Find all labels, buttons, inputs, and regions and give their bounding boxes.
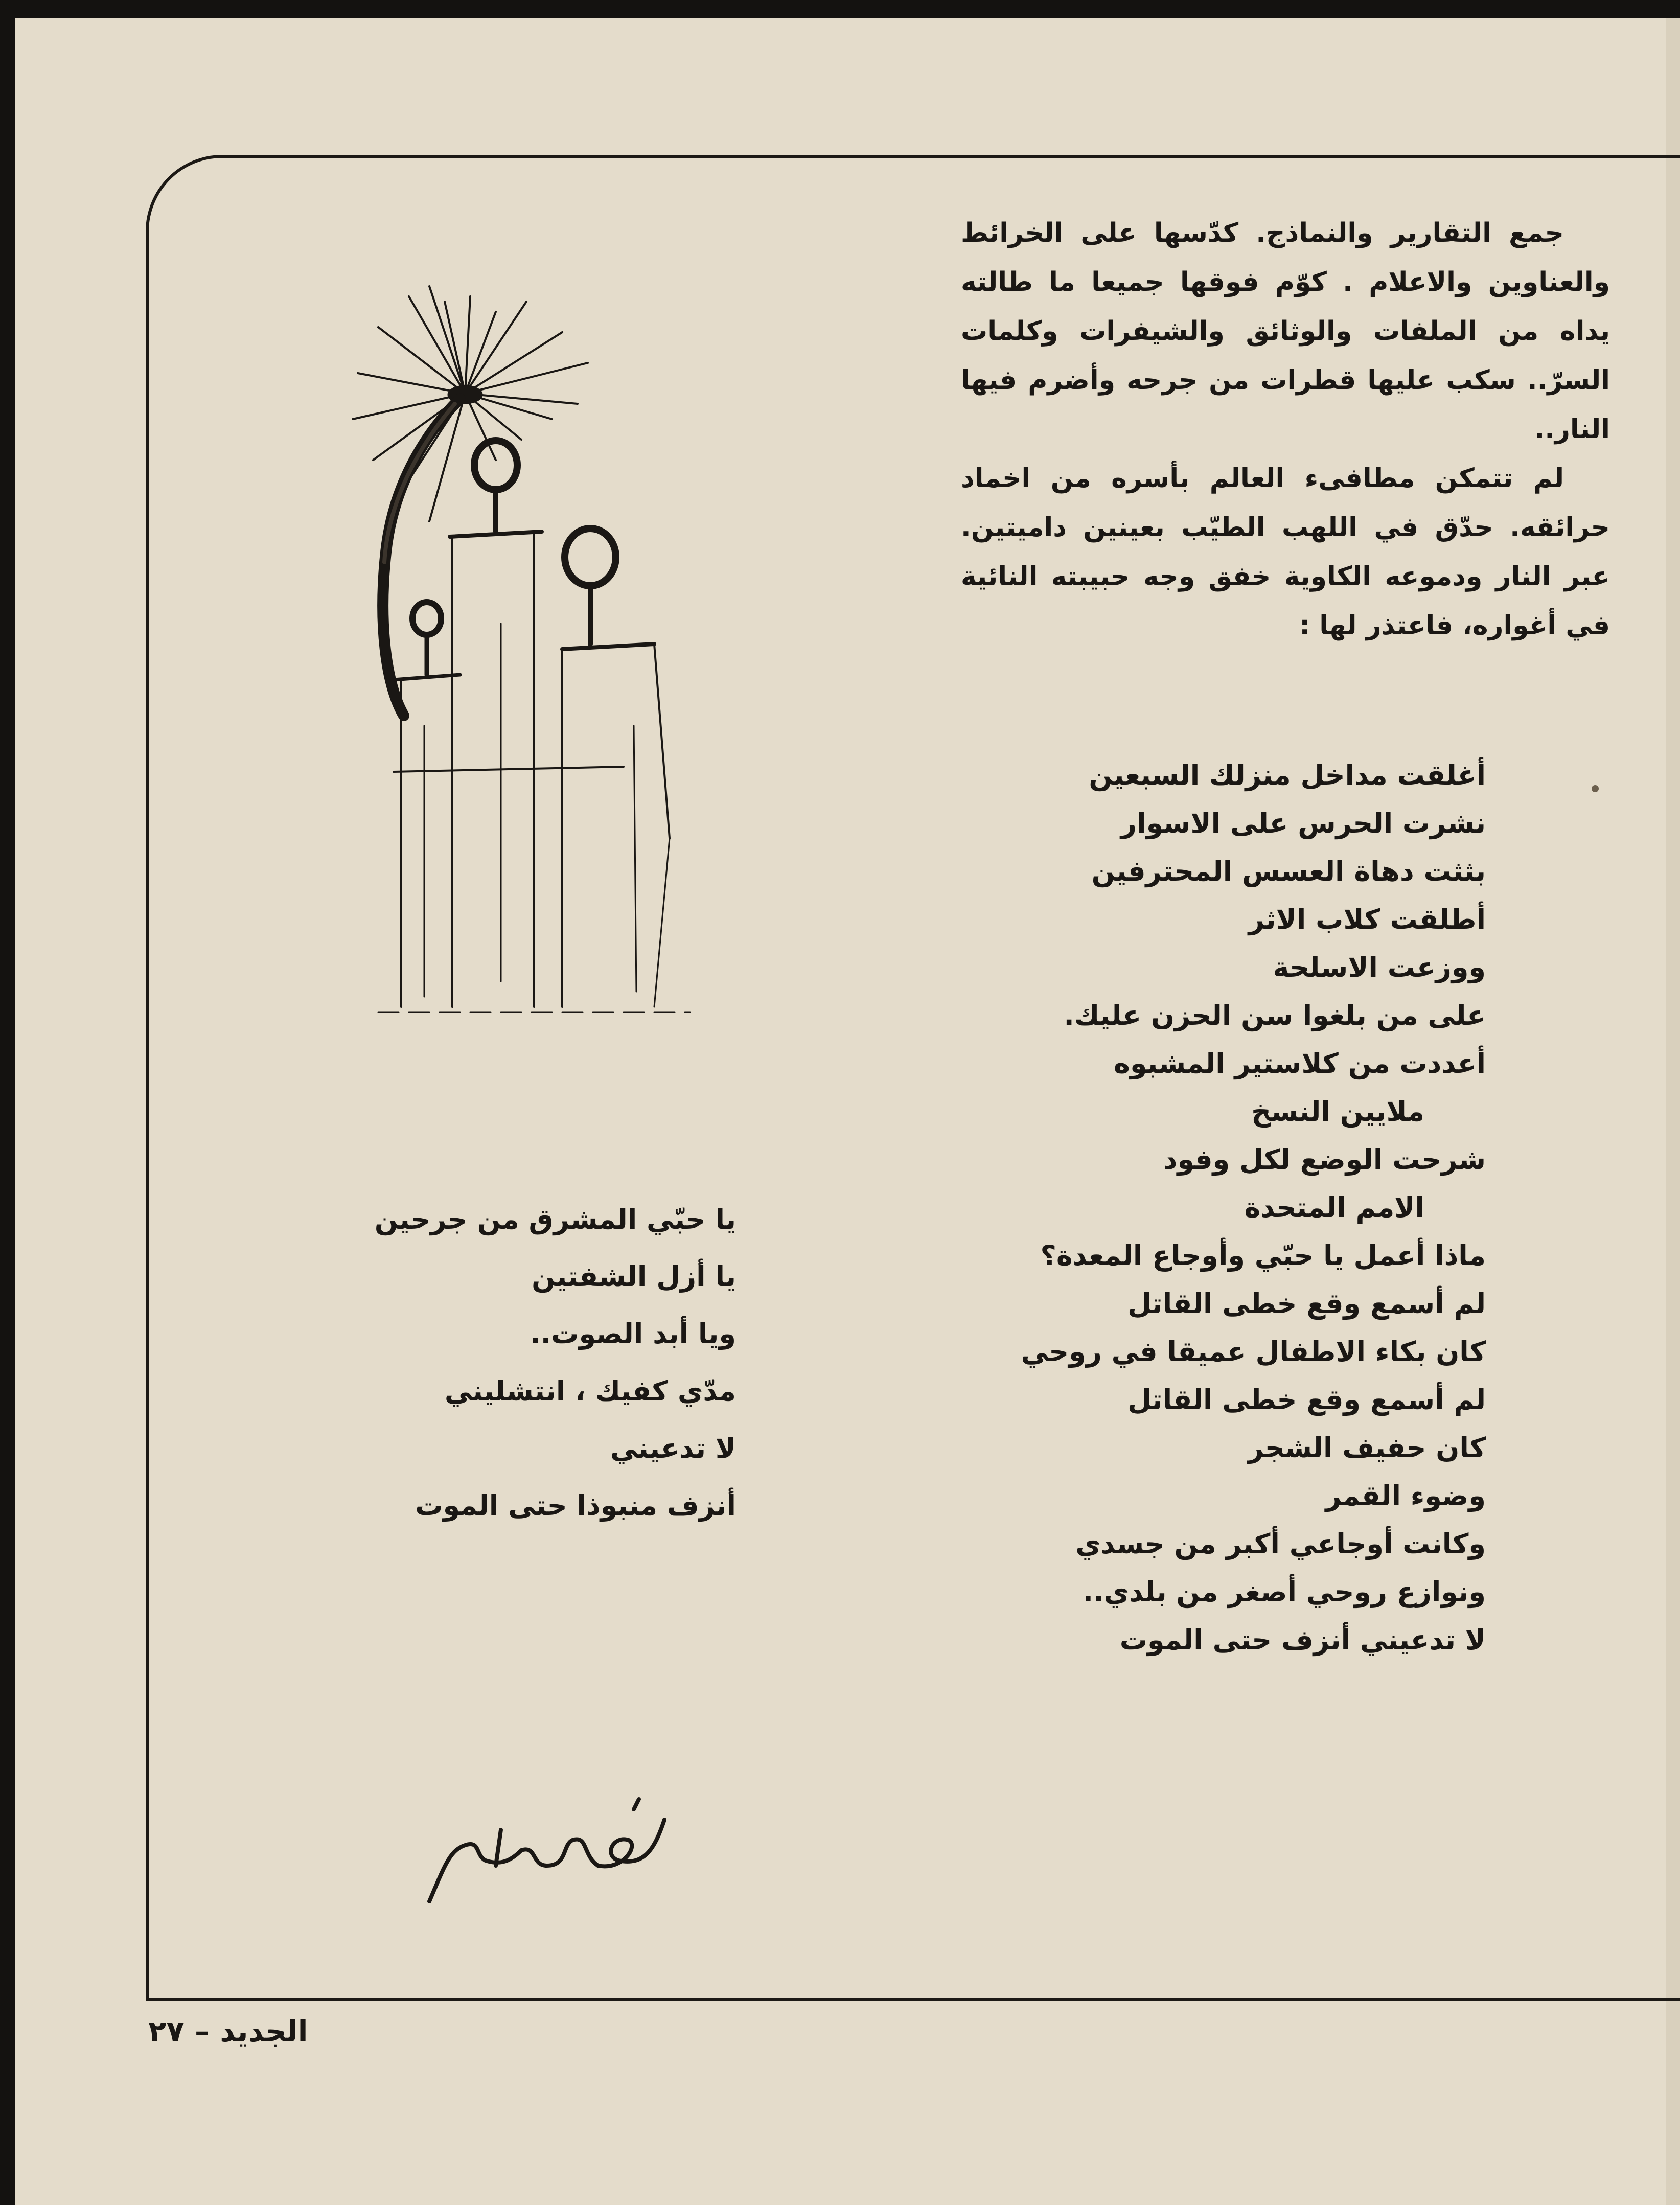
poem-line: لم أسمع وقع خطى القاتل	[1127, 1384, 1486, 1416]
page-number: ٢٧	[148, 2014, 185, 2049]
poem-line: لم أسمع وقع خطى القاتل	[1127, 1288, 1486, 1320]
prose-paragraph: لم تتمكن مطافىء العالم بأسره من اخماد حرائقه. حدّق في اللهب الطيّب بعينين داميتين. عبر النار ودموعه الكاوية خفق وجه حبيبته النائية في أغواره، فاعتذر لها :	[961, 463, 1610, 641]
prose-paragraph: جمع التقارير والنماذج. كدّسها على الخرائط والعناوين والاعلام . كوّم فوقها جميعا ما طالته يداه من الملفات والوثائق والشيفرات وكلمات السرّ.. سكب عليها قطرات من جرحه وأضرم فيها النار..	[961, 218, 1610, 445]
poem-main	[872, 751, 1486, 1664]
poem-line: أطلقت كلاب الاثر	[1248, 903, 1486, 935]
poem-line: ووزعت الاسلحة	[1273, 951, 1486, 983]
poem-line: الامم المتحدة	[1244, 1191, 1424, 1224]
poem-line: يا حبّي المشرق من جرحين	[374, 1203, 736, 1235]
poem-line: وضوء القمر	[1325, 1480, 1486, 1512]
page-footer	[148, 2014, 394, 2049]
magazine-name: الجديد	[220, 2014, 308, 2049]
poem-line: بثثت دهاة العسس المحترفين	[1091, 855, 1486, 887]
poem-line: ماذا أعمل يا حبّي وأوجاع المعدة؟	[1040, 1239, 1486, 1272]
poem-line: ونوازع روحي أصغر من بلدي..	[1083, 1576, 1486, 1608]
figures-with-palm-drawing	[276, 266, 695, 1032]
poem-line: كان بكاء الاطفال عميقا في روحي	[1021, 1336, 1486, 1368]
poem-line: مدّي كفيك ، انتشليني	[444, 1375, 736, 1407]
ink-speck	[1592, 785, 1599, 792]
poem-line: أغلقت مداخل منزلك السبعين	[1089, 759, 1486, 791]
poem-line: وكانت أوجاعي أكبر من جسدي	[1075, 1528, 1486, 1560]
poem-line: كان حفيف الشجر	[1248, 1432, 1486, 1464]
poem-line: لا تدعيني أنزف حتى الموت	[1119, 1624, 1486, 1656]
poem-line: ويا أبد الصوت..	[530, 1318, 736, 1350]
poem-line: أنزف منبوذا حتى الموت	[415, 1489, 736, 1522]
poem-line: أعددت من كلاستير المشبوه	[1114, 1047, 1486, 1079]
footer-separator: –	[195, 2014, 210, 2049]
poem-line: شرحت الوضع لكل وفود	[1163, 1143, 1486, 1176]
prose-text	[961, 209, 1610, 650]
poem-line: ملايين النسخ	[1251, 1095, 1424, 1128]
signature	[399, 1789, 705, 1922]
poem-side	[374, 1191, 736, 1534]
poem-line: لا تدعيني	[610, 1432, 736, 1464]
poem-line: على من بلغوا سن الحزن عليك.	[1064, 999, 1486, 1031]
poem-line: نشرت الحرس على الاسوار	[1120, 807, 1486, 839]
poem-line: يا أزل الشفتين	[532, 1260, 736, 1293]
